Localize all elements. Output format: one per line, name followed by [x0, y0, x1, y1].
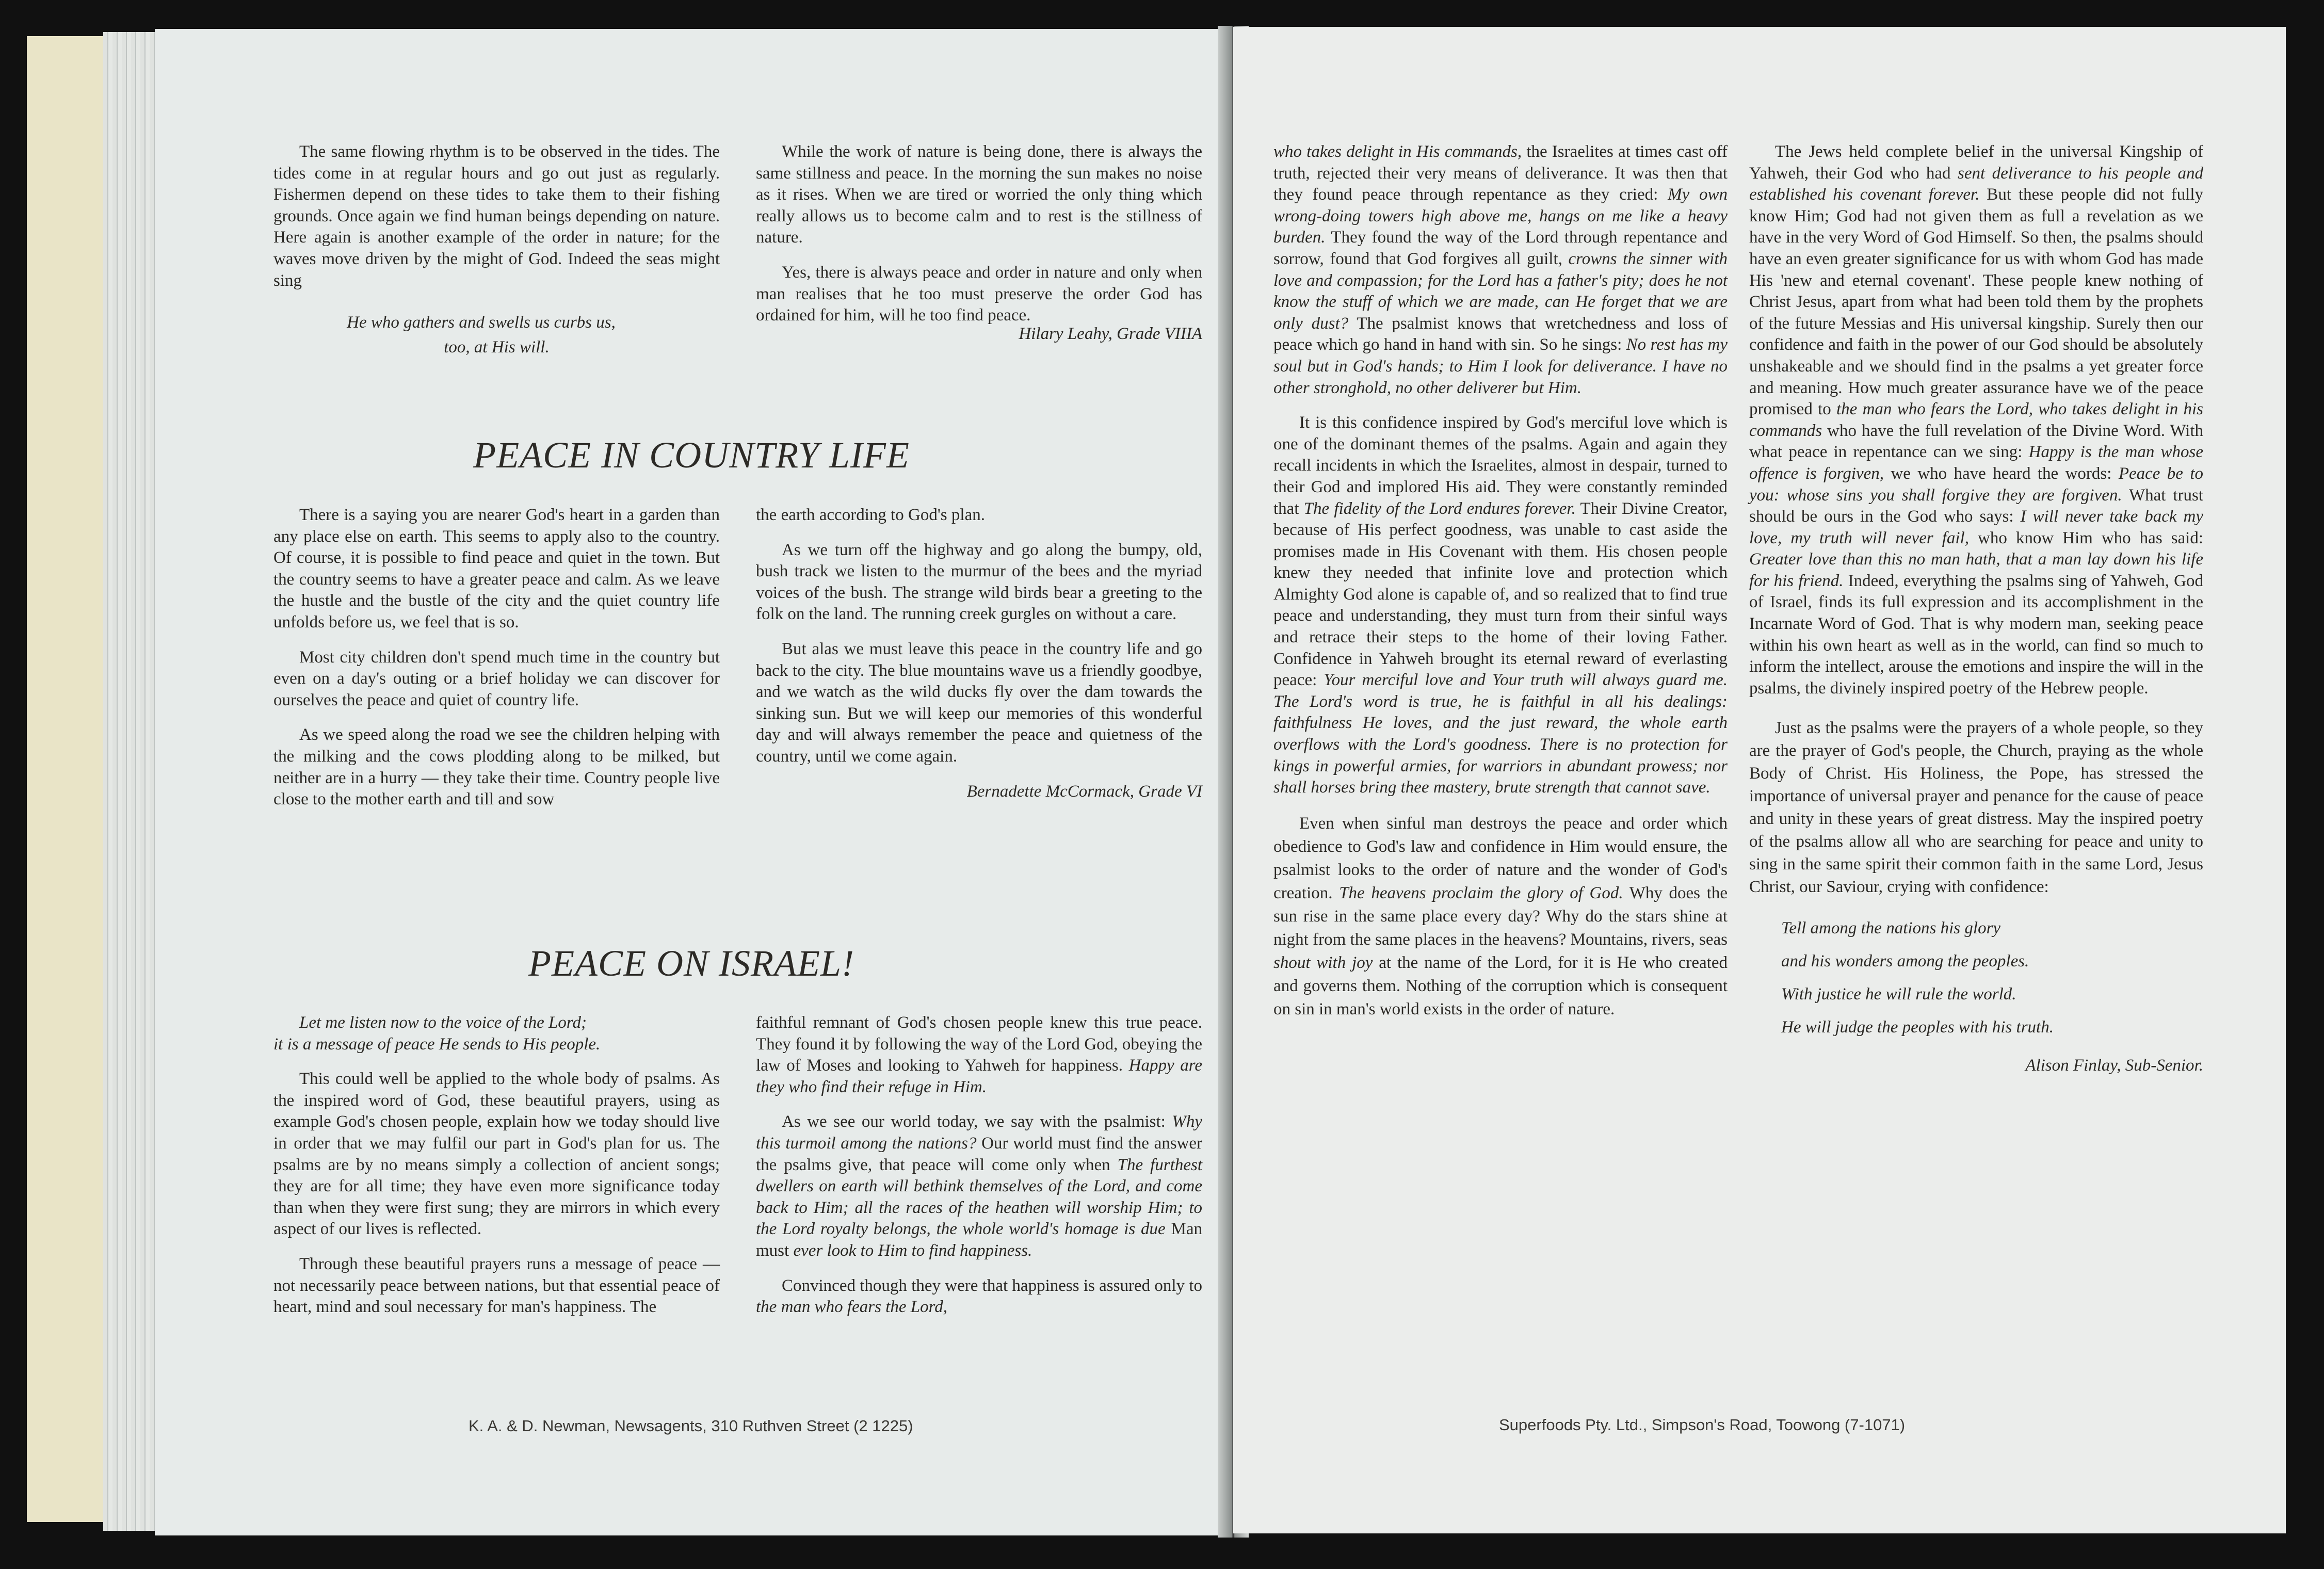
right-page	[1233, 27, 2286, 1533]
verse-line: With justice he will rule the world.	[1781, 985, 2016, 1004]
country-paragraph: the earth according to God's plan.	[756, 506, 985, 524]
psalms-paragraph: The Jews held complete belief in the universal Kingship of Yahweh, their God who had sent deliverance to his people and established his covenant forever. But these people did not fully know Him; God had not given them as full a revelation as we have in the very Word of God Himself. So then, the psalms should have an even greater significance for us with whom God has made His 'new and eternal covenant'. These people knew nothing of Christ Jesus, apart from what had been told them by the prophets of the future Messias and His universal kingship. Surely then our confidence and faith in the power of our God should be absolutely unshakeable and we should find in the psalms a yet greater force and meaning. How much greater assurance have we of the peace promised to the man who fears the Lord, who takes delight in his commands who have the full revelation of the Divine Word. With what peace in repentance can we sing: Happy is the man whose offence is forgiven, we who have heard the words: Peace be to you: whose sins you shall forgive they are forgiven. What trust should be ours in the God who says: I will never take back my love, my truth will never fail, who know Him who has said: Greater love than this no man hath, that a man lay down his life for his friend. Indeed, everything the psalms sing of Yahweh, God of Israel, finds its full expression and its accomplishment in the Incarnate Word of God. That is why modern man, seeking peace within his own heart as well as in the world, can find so much to inform the intellect, arouse the emotions and inspire the will in the psalms, the divinely inspired poetry of the Hebrew people.	[1749, 142, 2204, 698]
country-paragraph: As we turn off the highway and go along the bumpy, old, bush track we listen to the murmur of the bees and the myriad voices of the bush. The strange wild birds bear a greeting to the folk on the land. The running creek gurgles on without a care.	[756, 540, 1202, 624]
verse-line: He who gathers and swells us curbs us,	[347, 313, 616, 332]
country-paragraph: But alas we must leave this peace in the country life and go back to the city. The blue mountains wave us a friendly goodbye, and we watch as the wild ducks fly over the dam towards the sinking sun. But we will keep our memories of this wonderful day and will always remember the peace and quietness of the country, until we come again.	[756, 639, 1202, 766]
verse-line: too, at His will.	[444, 338, 550, 357]
nature-verse	[273, 310, 720, 360]
psalms-paragraph: It is this confidence inspired by God's merciful love which is one of the dominant themes of the psalms. Again and again they recall incidents in which the Israelites, almost in despair, turned to their God and implored His aid. They were constantly reminded that The fidelity of the Lord endures forever. Their Divine Creator, because of His perfect goodness, was unable to cast aside the promises made in His Covenant with them. His chosen people knew they needed that infinite love and protection which Almighty God alone is capable of, and so realized that to find true peace and understanding, they must turn from their sinful ways and retrace their steps to the home of their loving Father. Confidence in Yahweh brought its eternal reward of everlasting peace: Your merciful love and Your truth will always guard me. The Lord's word is true, he is faithful in all his dealings: faithfulness He loves, and the just reward, the whole earth overflows with the Lord's goodness. There is no protection for kings in powerful armies, for warriors in abundant prowess; nor shall horses bring thee mastery, brute strength that cannot save.	[1273, 413, 1728, 797]
country-paragraph: There is a saying you are nearer God's heart in a garden than any place else on earth. This seems to apply also to the country. Of course, it is possible to find peace and quiet in the town. But the country seems to have a greater peace and calm. As we leave the hustle and the bustle of the city and the quiet country life unfolds before us, we feel that is so.	[273, 506, 720, 632]
psalms-paragraph: who takes delight in His commands, the Israelites at times cast off truth, rejected their very means of deliverance. It was then that they found peace through repentance as they cried: My own wrong-doing towers high above me, hangs on me like a heavy burden. They found the way of the Lord through repentance and sorrow, found that God forgives all guilt, crowns the sinner with love and compassion; for the Lord has a father's pity; does he not know the stuff of which we are made, can He forget that we are only dust? The psalmist knows that wretchedness and loss of peace which go hand in hand with sin. So he sings: No rest has my soul but in God's hands; to Him I look for deliverance. I have no other stronghold, no other deliverer but Him.	[1273, 142, 1728, 397]
psalm-quote: Let me listen now to the voice of the Lord; it is a message of peace He sends to His people.	[273, 1013, 601, 1054]
nature-paragraph: The same flowing rhythm is to be observed in the tides. The tides come in at regular hours and go out just as regularly. Fishermen depend on these tides to take them to their fishing grounds. Once again we find human beings depending on nature. Here again is another example of the order in nature; for the waves move driven by the might of God. Indeed the seas might sing	[273, 142, 720, 290]
psalms-column-right	[1749, 141, 2203, 1077]
country-paragraph: Most city children don't spend much time in the country but even on a day's outing or a brief holiday we can discover for ourselves the peace and quiet of country life.	[273, 648, 720, 709]
author-signature: Bernadette McCormack, Grade VI	[966, 782, 1202, 801]
israel-column-right	[756, 1012, 1202, 1332]
country-paragraph: As we speed along the road we see the children helping with the milking and the cows plodding along to be milked, but neither are in a hurry — they take their time. Country people live close to the mother earth and till and sow	[273, 725, 720, 809]
psalms-paragraph: Just as the psalms were the prayers of a whole people, so they are the prayer of God's people, the Church, praying as the whole Body of Christ. His Holiness, the Pope, has stressed the importance of universal prayer and penance for the cause of peace and unity in these years of great distress. May the inspired poetry of the psalms allow all who are searching for peace and unity to sing in the same spirit their common faith in the same Lord, Jesus Christ, our Saviour, crying with confidence:	[1749, 719, 2203, 897]
closing-verse	[1781, 912, 2203, 1044]
israel-paragraph: faithful remnant of God's chosen people knew this true peace. They found it by following the way of the Lord God, obeying the law of Moses and looking to Yahweh for happiness. Happy are they who find their refuge in Him.	[756, 1013, 1202, 1096]
israel-paragraph: As we see our world today, we say with the psalmist: Why this turmoil among the nations? Our world must find the answer the psalms give, that peace will come only when The furthest dwellers on earth will bethink themselves of the Lord, and come back to Him; all the races of the heathen will worship Him; to the Lord royalty belongs, the whole world's homage is due Man must ever look to Him to find happiness.	[756, 1112, 1203, 1260]
country-column-left	[273, 505, 720, 824]
left-page	[155, 29, 1228, 1535]
author-signature: Alison Finlay, Sub-Senior.	[2025, 1056, 2203, 1075]
psalms-paragraph: Even when sinful man destroys the peace and order which obedience to God's law and confidence in Him would ensure, the psalmist looks to the order of nature and the wonder of God's creation. The heavens proclaim the glory of God. Why does the sun rise in the same place every day? Why do the stars shine at night from the same places in the heavens? Mountains, rivers, seas shout with joy at the name of the Lord, for it is He who created and governs them. Nothing of the corruption which is consequent on sin in man's world exists in the order of nature.	[1273, 814, 1728, 1018]
nature-paragraph: Yes, there is always peace and order in nature and only when man realises that he too must preserve the order God has ordained for him, will he too find peace.	[756, 263, 1202, 325]
article-title: PEACE IN COUNTRY LIFE	[473, 434, 910, 476]
page-footer-advert: K. A. & D. Newman, Newsagents, 310 Ruthven Street (2 1225)	[469, 1417, 913, 1435]
verse-line: He will judge the peoples with his truth.	[1781, 1018, 2054, 1037]
verse-line: Tell among the nations his glory	[1781, 919, 2001, 938]
israel-paragraph: Convinced though they were that happiness is assured only to the man who fears the Lord,	[756, 1276, 1202, 1317]
israel-paragraph: This could well be applied to the whole body of psalms. As the inspired word of God, these beautiful prayers, using as example God's chosen people, explain how we today should live in order that we may fulfil our part in God's plan for us. The psalms are by no means simply a collection of ancient songs; they are for all time; they have even more significance today than when they were first sung; they are mirrors in which every aspect of our lives is reflected.	[273, 1070, 720, 1239]
page-edges	[103, 32, 160, 1531]
nature-column-right	[756, 141, 1202, 345]
psalms-column-left	[1273, 141, 1728, 1034]
author-signature: Hilary Leahy, Grade VIIIA	[1019, 324, 1202, 343]
nature-paragraph: While the work of nature is being done, there is always the same stillness and peace. In the morning the sun makes no noise as it rises. When we are tired or worried the only thing which really allows us to become calm and to rest is the stillness of nature.	[756, 142, 1202, 247]
israel-column-left	[273, 1012, 720, 1332]
country-column-right	[756, 505, 1202, 802]
verse-line: and his wonders among the peoples.	[1781, 952, 2029, 971]
article-title: PEACE ON ISRAEL!	[528, 943, 854, 984]
nature-column-left	[273, 141, 720, 373]
page-footer-advert: Superfoods Pty. Ltd., Simpson's Road, Toowong (7-1071)	[1499, 1416, 1906, 1434]
israel-paragraph: Through these beautiful prayers runs a message of peace — not necessarily peace between nations, but that essential peace of heart, mind and soul necessary for man's happiness. The	[273, 1254, 720, 1317]
